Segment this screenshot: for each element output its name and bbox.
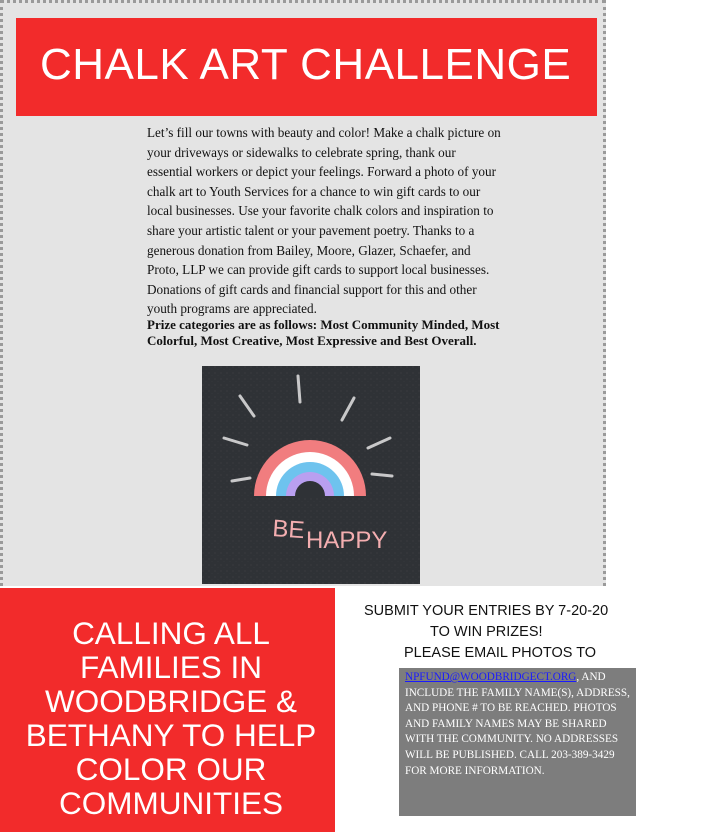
email-photos-text: PLEASE EMAIL PHOTOS TO: [404, 645, 597, 661]
callout-line: WOODBRIDGE &: [44, 683, 297, 719]
submit-instructions: [350, 601, 630, 664]
callout-line: FAMILIES IN: [79, 649, 263, 685]
callout-line: COLOR OUR: [75, 751, 267, 787]
title-banner: [16, 18, 597, 116]
callout-box: [0, 588, 335, 832]
callout-text: [6, 616, 336, 820]
page-title: CHALK ART CHALLENGE: [40, 40, 572, 89]
email-info-box: [399, 668, 636, 816]
callout-line: CALLING ALL: [72, 615, 270, 651]
callout-line: BETHANY TO HELP: [25, 717, 317, 753]
intro-paragraph: Let’s fill our towns with beauty and color! Make a chalk picture on your driveways or sidewalks to celebrate spring, thank our essential workers or depict your feelings. Forward a photo of your chalk art to Youth Services for a chance to win gift cards to our local businesses. Use your favorite chalk colors and inspiration to share your artistic talent or your pavement poetry. Thanks to a generous donation from Bailey, Moore, Glazer, Schaefer, and Proto, LLP we can provide gift cards to support local businesses. Donations of gift cards and financial support for this and other youth programs are appreciated.: [147, 125, 501, 317]
email-instructions: , AND INCLUDE THE FAMILY NAME(S), ADDRESS, AND PHONE # TO BE REACHED. PHOTOS AND FAMILY NAMES MAY BE SHARED WITH THE COMMUNITY. NO ADDRESSES WILL BE PUBLISHED. CALL 203-389-3429 FOR MORE INFORMATION.: [405, 671, 630, 777]
email-info-text: [405, 670, 633, 779]
chalk-art-image: [202, 366, 420, 584]
chalk-caption-happy: HAPPY: [306, 527, 388, 554]
deadline-text: SUBMIT YOUR ENTRIES BY 7-20-20: [364, 603, 609, 619]
win-prizes-text: TO WIN PRIZES!: [430, 624, 543, 640]
callout-line: COMMUNITIES: [59, 785, 283, 821]
prize-categories: Prize categories are as follows: Most Community Minded, Most Colorful, Most Creative, Most Expressive and Best Overall.: [147, 317, 500, 348]
email-link[interactable]: NPFUND@WOODBRIDGECT.ORG: [405, 671, 577, 683]
chalk-caption-be: BE: [271, 515, 306, 545]
